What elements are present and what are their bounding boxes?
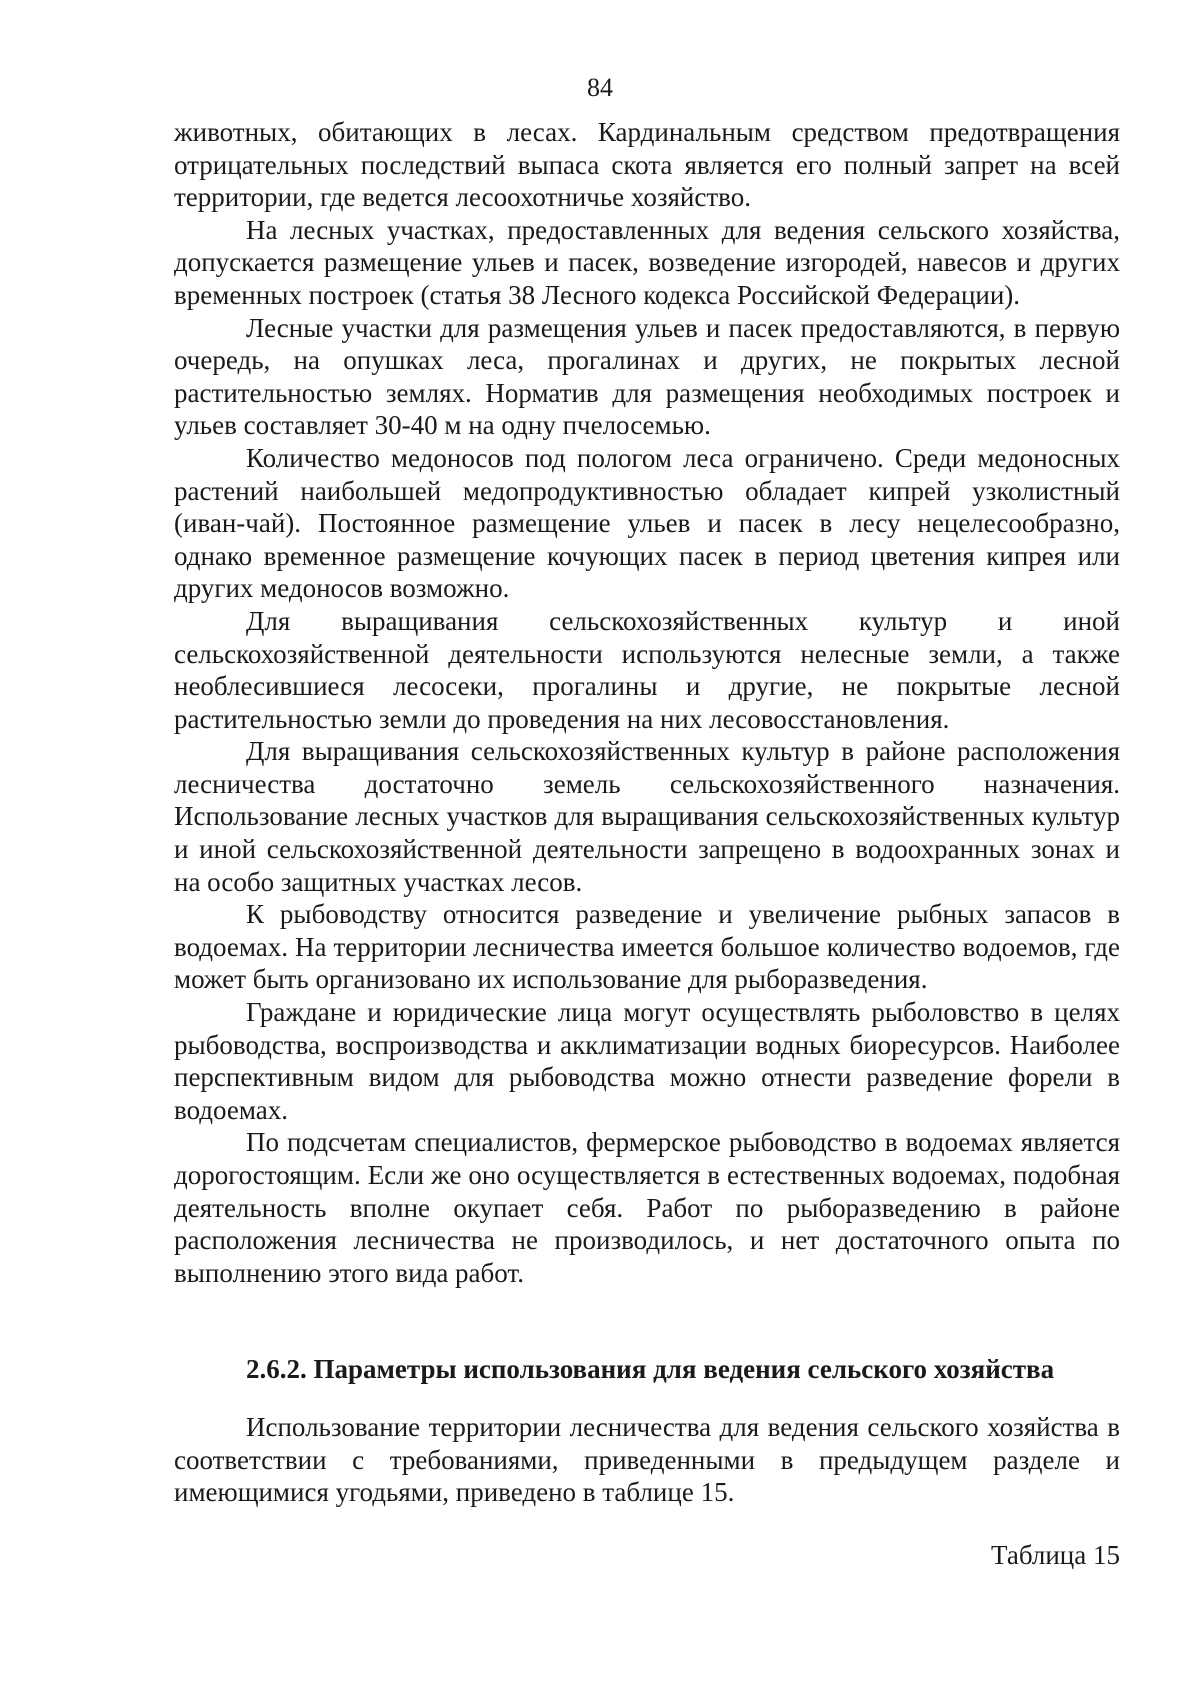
paragraph-continuation: животных, обитающих в лесах. Кардинальным средством предотвращения отрицательных последствий выпаса скота является его полный запрет на всей территории, где ведется лесоохотничье хозяйство. (174, 117, 1120, 213)
paragraph-honey-plants: Количество медоносов под пологом леса ограничено. Среди медоносных растений наибольшей медопродуктивностью обладает кипрей узколистный (иван-чай). Постоянное размещение ульев и пасек в лесу нецелесообразно, однако временное размещение кочующих пасек в период цветения кипрея или других медоносов возможно. (174, 442, 1120, 604)
section-heading: 2.6.2. Параметры использования для ведения сельского хозяйства (246, 1354, 1055, 1384)
page-number: 84 (587, 73, 613, 102)
paragraph-apiary-sites: Лесные участки для размещения ульев и пасек предоставляются, в первую очередь, на опушках леса, прогалинах и других, не покрытых лесной растительностью землях. Норматив для размещения необходимых построек и ульев составляет 30-40 м на одну пчелосемью. (174, 312, 1120, 441)
paragraph-crop-restrictions: Для выращивания сельскохозяйственных культур в районе расположения лесничества достаточно земель сельскохозяйственного назначения. Использование лесных участков для выращивания сельскохозяйственных культур и иной сельскохозяйственной деятельности запрещено в водоохранных зонах и на особо защитных участках лесов. (174, 736, 1120, 897)
paragraph-fish-farming-cost: По подсчетам специалистов, фермерское рыбоводство в водоемах является дорогостоящим. Если же оно осуществляется в естественных водоемах, подобная деятельность вполне окупает себя. Работ по рыборазведению в районе расположения лесничества не производилось, и нет достаточного опыта по выполнению этого вида работ. (174, 1127, 1120, 1288)
section-body (174, 1411, 1120, 1509)
paragraph-fishing-rights: Граждане и юридические лица могут осуществлять рыболовство в целях рыбоводства, воспроизводства и акклиматизации водных биоресурсов. Наиболее перспективным видом для рыбоводства можно отнести разведение форели в водоемах. (174, 997, 1120, 1125)
paragraph-fish-farming: К рыбоводству относится разведение и увеличение рыбных запасов в водоемах. На территории лесничества имеется большое количество водоемов, где может быть организовано их использование для рыборазведения. (174, 899, 1120, 995)
paragraph-apiaries-allowed: На лесных участках, предоставленных для ведения сельского хозяйства, допускается размещение ульев и пасек, возведение изгородей, навесов и других временных построек (статья 38 Лесного кодекса Российской Федерации). (174, 214, 1120, 310)
paragraph-crop-lands: Для выращивания сельскохозяйственных культур и иной сельскохозяйственной деятельности используются нелесные земли, а также необлесившиеся лесосеки, прогалины и другие, не покрытые лесной растительностью земли до проведения на них лесовосстановления. (174, 605, 1120, 734)
paragraph-land-use-summary: Использование территории лесничества для ведения сельского хозяйства в соответствии с требованиями, приведенными в предыдущем разделе и имеющимися угодьями, приведено в таблице 15. (174, 1412, 1120, 1508)
body-text (174, 116, 1120, 1289)
table-caption: Таблица 15 (991, 1540, 1120, 1570)
